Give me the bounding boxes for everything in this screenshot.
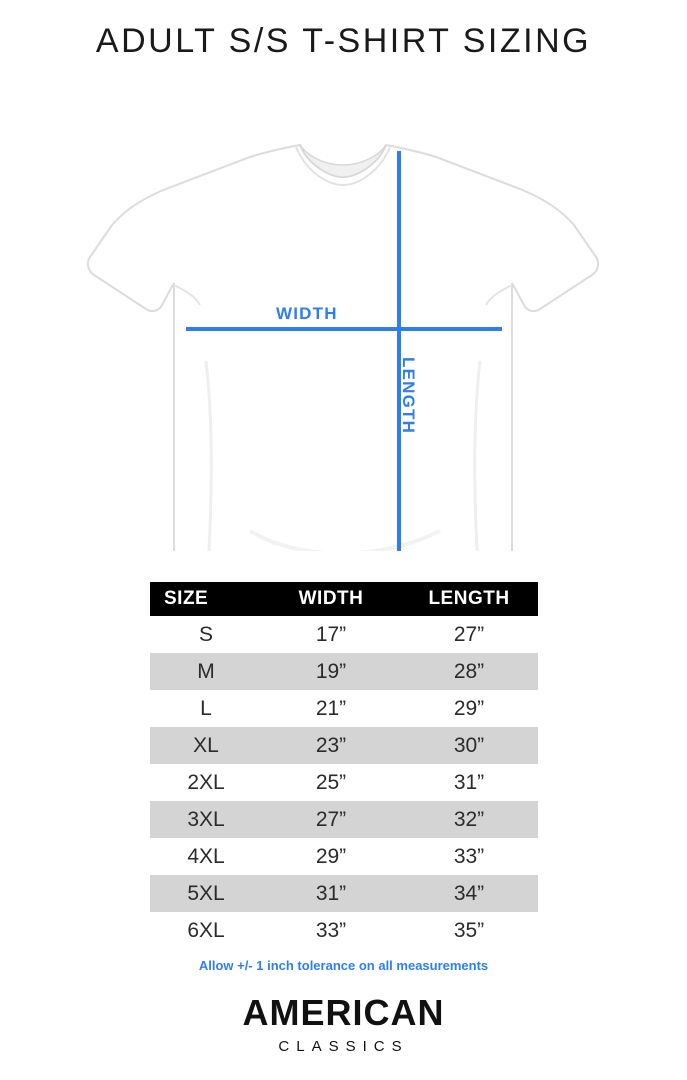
cell-width: 29” bbox=[262, 838, 400, 875]
table-row bbox=[150, 690, 538, 727]
size-table bbox=[150, 582, 538, 949]
cell-size: 2XL bbox=[150, 764, 262, 801]
cell-length: 28” bbox=[400, 653, 538, 690]
cell-width: 17” bbox=[262, 616, 400, 653]
size-table-container bbox=[150, 582, 538, 949]
cell-size: 6XL bbox=[150, 912, 262, 949]
page-title: ADULT S/S T-SHIRT SIZING bbox=[95, 22, 592, 60]
cell-width: 19” bbox=[262, 653, 400, 690]
table-row bbox=[150, 801, 538, 838]
cell-width: 33” bbox=[262, 912, 400, 949]
cell-size: 5XL bbox=[150, 875, 262, 912]
header-length: LENGTH bbox=[400, 582, 538, 616]
header-width: WIDTH bbox=[262, 582, 400, 616]
cell-size: L bbox=[150, 690, 262, 727]
brand-logo bbox=[0, 992, 687, 1055]
table-row bbox=[150, 764, 538, 801]
cell-size: M bbox=[150, 653, 262, 690]
cell-width: 21” bbox=[262, 690, 400, 727]
cell-length: 29” bbox=[400, 690, 538, 727]
brand-tagline: CLASSICS bbox=[278, 1038, 409, 1055]
cell-width: 27” bbox=[262, 801, 400, 838]
cell-length: 34” bbox=[400, 875, 538, 912]
cell-length: 35” bbox=[400, 912, 538, 949]
length-label: LENGTH bbox=[399, 357, 418, 435]
cell-length: 30” bbox=[400, 727, 538, 764]
tolerance-note: Allow +/- 1 inch tolerance on all measurements bbox=[198, 958, 489, 973]
cell-size: 4XL bbox=[150, 838, 262, 875]
cell-width: 31” bbox=[262, 875, 400, 912]
header-size: SIZE bbox=[150, 582, 262, 616]
shirt-diagram bbox=[0, 61, 687, 551]
table-row bbox=[150, 653, 538, 690]
table-header-row bbox=[150, 582, 538, 616]
table-row bbox=[150, 875, 538, 912]
cell-length: 32” bbox=[400, 801, 538, 838]
table-row bbox=[150, 912, 538, 949]
cell-width: 23” bbox=[262, 727, 400, 764]
cell-length: 31” bbox=[400, 764, 538, 801]
width-label: WIDTH bbox=[276, 304, 338, 323]
cell-size: S bbox=[150, 616, 262, 653]
cell-size: XL bbox=[150, 727, 262, 764]
shirt-illustration bbox=[0, 61, 687, 551]
table-row bbox=[150, 616, 538, 653]
cell-width: 25” bbox=[262, 764, 400, 801]
brand-name: AMERICAN bbox=[242, 992, 445, 1033]
table-row bbox=[150, 838, 538, 875]
cell-size: 3XL bbox=[150, 801, 262, 838]
cell-length: 27” bbox=[400, 616, 538, 653]
table-row bbox=[150, 727, 538, 764]
cell-length: 33” bbox=[400, 838, 538, 875]
